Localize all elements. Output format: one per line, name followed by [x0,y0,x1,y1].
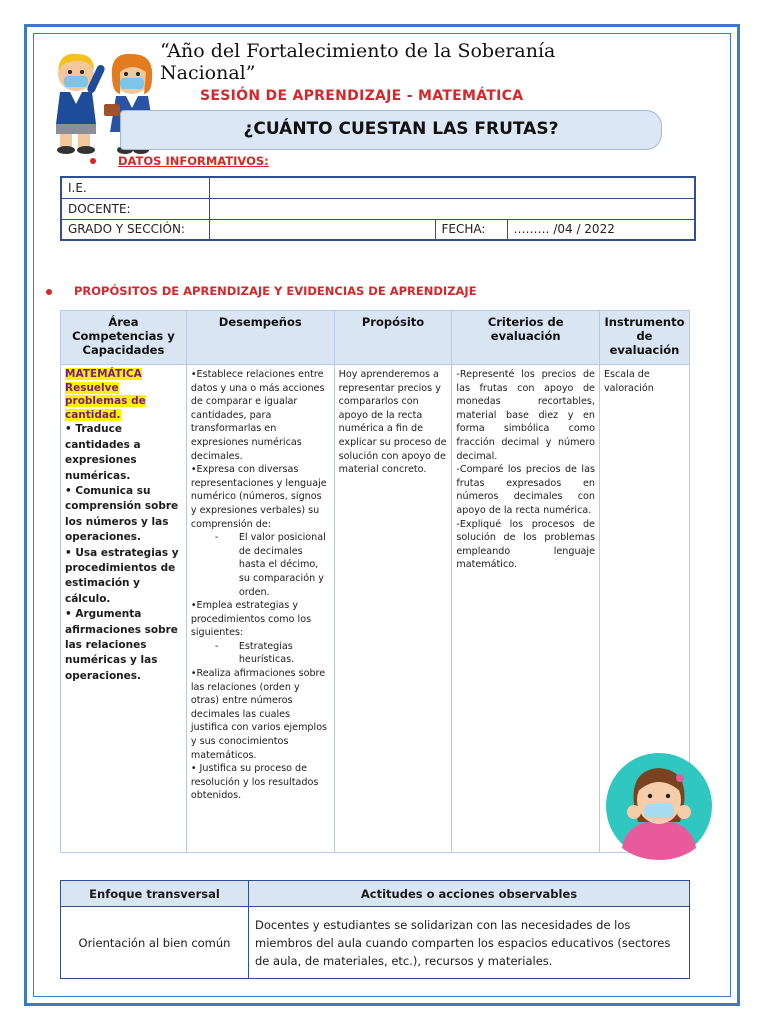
dash-marker: - [214,640,219,652]
girl-with-mask-illustration [600,752,718,860]
header-enfoque: Enfoque transversal [61,881,249,907]
desempeno-item: •Establece relaciones entre datos y una o más acciones de comparar e igualar cantidades, para transformarlas en expresiones numéricas decimales. [190,369,325,462]
fecha-label: FECHA: [435,219,507,240]
criterio-item: -Expliqué los procesos de solución de los problemas empleando lenguaje matemático. [456,518,595,571]
desempeno-item: •Expresa con diversas representaciones y lenguaje numérico (números, signos y expresiones verbales) su comprensión de: [190,464,327,530]
area-cell [61,365,187,853]
area-title: MATEMÁTICA [65,368,142,380]
grado-field[interactable] [209,219,435,240]
bullet-icon [90,158,96,164]
title-banner [120,110,662,150]
header-actitudes: Actitudes o acciones observables [249,881,690,907]
propositos-heading: PROPÓSITOS DE APRENDIZAJE Y EVIDENCIAS DE APRENDIZAJE [74,284,477,298]
desempenos-cell [186,365,334,853]
area-item: • Traduce cantidades a expresiones numéricas. [65,423,141,482]
desempeno-item: • Justifica su proceso de resolución y los resultados obtenidos. [190,763,319,802]
desempeno-subitem [191,640,330,667]
desempeno-item: •Emplea estrategias y procedimientos como los siguientes: [190,600,312,639]
bullet-icon [46,289,52,295]
year-title: “Año del Fortalecimiento de la Soberanía Nacional” [160,40,556,84]
fecha-value[interactable]: ……… /04 / 2022 [507,219,695,240]
desempeno-subitem-text: El valor posicional de decimales hasta el décimo, su comparación y orden. [238,532,326,598]
criterios-cell [452,365,600,853]
ie-field[interactable] [209,177,695,198]
ie-label: I.E. [61,177,209,198]
header-criterios: Criterios de evaluación [452,311,600,365]
docente-label: DOCENTE: [61,198,209,219]
info-table [60,176,696,241]
banner-title: ¿CUÁNTO CUESTAN LAS FRUTAS? [243,119,559,139]
table-row [61,907,690,979]
datos-heading: DATOS INFORMATIVOS: [118,154,269,168]
dash-marker: - [214,532,219,544]
desempeno-subitem-text: Estrategias heurísticas. [238,640,295,666]
desempeno-subitem [191,531,330,599]
propositos-table [60,310,690,853]
enfoque-table [60,880,690,979]
table-row [61,219,695,240]
session-title: SESIÓN DE APRENDIZAJE - MATEMÁTICA [200,88,524,104]
area-competence: Resuelve problemas de cantidad. [65,381,146,421]
area-item: • Argumenta afirmaciones sobre las relaciones numéricas y las operaciones. [65,608,178,682]
table-row [61,198,695,219]
area-item: • Usa estrategias y procedimientos de estimación y cálculo. [65,546,179,605]
header-proposito: Propósito [334,311,452,365]
header-desempenos: Desempeños [186,311,334,365]
desempeno-item: •Realiza afirmaciones sobre las relaciones (orden y otras) entre números decimales las cuales justifica con varios ejemplos y sus conocimientos matemáticos. [190,668,328,761]
area-item: • Comunica su comprensión sobre los números y las operaciones. [65,485,179,544]
table-header-row [61,311,690,365]
table-row [61,365,690,853]
criterio-item: -Comparé los precios de las frutas expresados en números decimales con apoyo de la recta numérica. [456,464,595,516]
table-row [61,177,695,198]
criterio-item: -Representé los precios de las frutas con apoyo de monedas recortables, material base diez y en forma simbólica como fracción decimal y número decimal. [456,369,595,462]
grado-label: GRADO Y SECCIÓN: [61,219,209,240]
enfoque-value: Orientación al bien común [61,907,249,979]
header-area: Área Competencias y Capacidades [61,311,187,365]
instrumento-cell: Escala de valoración [599,365,689,853]
proposito-cell: Hoy aprenderemos a representar precios y compararlos con apoyo de la recta numérica a fin de explicar su proceso de solución con apoyo de material concreto. [334,365,452,853]
actitudes-value: Docentes y estudiantes se solidarizan con las necesidades de los miembros del aula cuando comparten los espacios educativos (sectores de aula, de materiales, etc.), recursos y materiales. [249,907,690,979]
docente-field[interactable] [209,198,695,219]
header-instrumento: Instrumento de evaluación [599,311,689,365]
table-header-row [61,881,690,907]
